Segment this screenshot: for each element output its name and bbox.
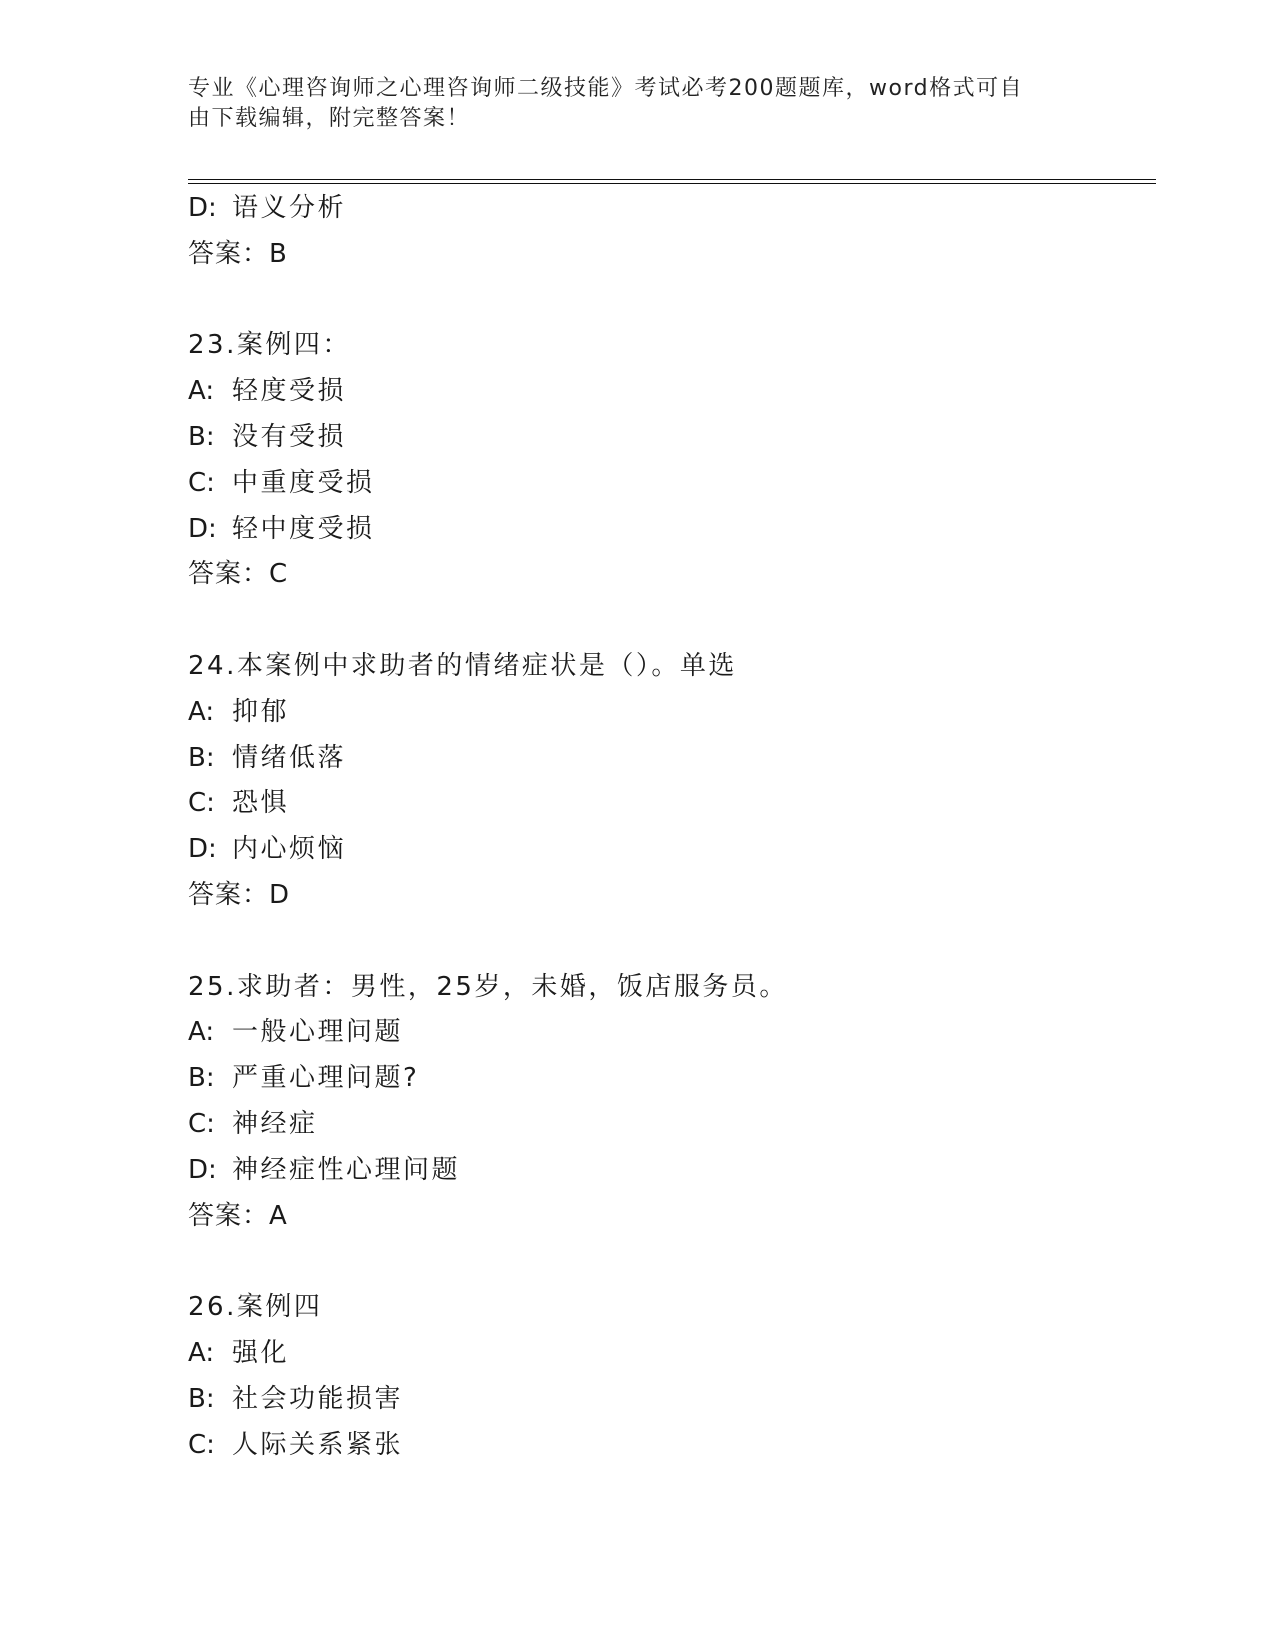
option-letter: C: (188, 1108, 215, 1139)
option-a (188, 690, 1148, 736)
option-a (188, 369, 1148, 415)
option-letter: C: (188, 1429, 215, 1460)
option-letter: B: (188, 421, 215, 452)
option-b (188, 1056, 1148, 1102)
option-text: 恐惧 (232, 788, 290, 819)
option-letter: D: (188, 1154, 217, 1185)
option-letter: B: (188, 1063, 215, 1094)
question-block-23 (188, 323, 1148, 598)
question-list (188, 186, 1148, 1468)
option-letter: A: (188, 1017, 215, 1048)
option-letter: C: (188, 467, 215, 498)
option-b (188, 415, 1148, 461)
option-letter: D: (188, 834, 217, 865)
option-c (188, 1102, 1148, 1148)
option-text: 内心烦恼 (232, 834, 347, 865)
option-text: 人际关系紧张 (232, 1429, 404, 1460)
option-c (188, 781, 1148, 827)
answer-line: 答案：D (188, 879, 291, 910)
option-text: 一般心理问题 (232, 1017, 404, 1048)
question-block-25 (188, 965, 1148, 1240)
question-block-26 (188, 1285, 1148, 1468)
option-text: 社会功能损害 (232, 1383, 404, 1414)
document-header (188, 74, 1068, 134)
option-letter: A: (188, 696, 215, 727)
option-d (188, 827, 1148, 873)
question-title: 26.案例四 (188, 1292, 323, 1323)
option-a (188, 1010, 1148, 1056)
option-text: 轻度受损 (232, 376, 347, 407)
option-letter: A: (188, 376, 215, 407)
option-text: 语义分析 (232, 193, 347, 223)
spacer (188, 1239, 1148, 1285)
option-a (188, 1331, 1148, 1377)
answer-line: 答案：B (188, 238, 288, 269)
option-letter: B: (188, 1383, 215, 1414)
question-title: 24.本案例中求助者的情绪症状是（）。单选 (188, 650, 737, 681)
question-title: 25.求助者：男性，25岁，未婚，饭店服务员。 (188, 971, 788, 1002)
spacer (188, 278, 1148, 324)
option-text: 严重心理问题? (232, 1063, 420, 1094)
option-d (188, 507, 1148, 553)
option-letter: A: (188, 1337, 215, 1368)
option-letter: B: (188, 742, 215, 773)
header-divider-bottom (188, 183, 1156, 184)
option-text: 轻中度受损 (232, 513, 375, 544)
option-letter: D: (188, 193, 217, 223)
header-line-2: 由下载编辑，附完整答案！ (188, 106, 471, 131)
spacer (188, 919, 1148, 965)
option-b (188, 1377, 1148, 1423)
question-block-22 (188, 186, 1148, 278)
option-d (188, 1148, 1148, 1194)
answer-line: 答案：A (188, 1200, 288, 1231)
option-text: 没有受损 (232, 421, 347, 452)
option-text: 神经症性心理问题 (232, 1154, 461, 1185)
option-text: 神经症 (232, 1108, 318, 1139)
option-text: 中重度受损 (232, 467, 375, 498)
option-d (188, 186, 1148, 232)
option-text: 情绪低落 (232, 742, 347, 773)
answer-line: 答案：C (188, 559, 289, 590)
option-b (188, 736, 1148, 782)
header-line-1: 专业《心理咨询师之心理咨询师二级技能》考试必考200题题库，word格式可自 (188, 76, 1024, 101)
option-text: 抑郁 (232, 696, 290, 727)
option-letter: C: (188, 788, 215, 819)
question-title: 23.案例四： (188, 330, 351, 361)
option-c (188, 461, 1148, 507)
question-block-24 (188, 644, 1148, 919)
option-c (188, 1423, 1148, 1469)
option-letter: D: (188, 513, 217, 544)
spacer (188, 598, 1148, 644)
option-text: 强化 (232, 1337, 290, 1368)
header-divider-top (188, 179, 1156, 180)
